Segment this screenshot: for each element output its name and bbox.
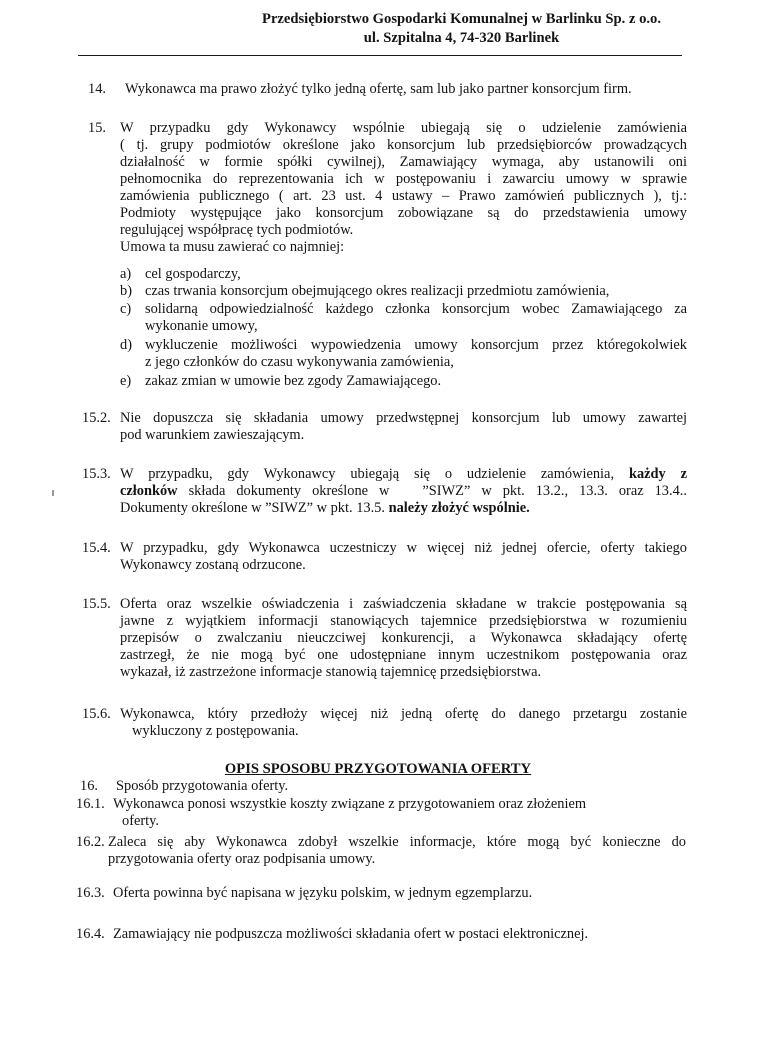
header-divider [78,55,682,56]
paragraph-line: regulującej współpracę tych podmiotów. [120,222,354,238]
item-number-16: 16. [80,778,98,794]
paragraph-line: Wykonawcy zostaną odrzucone. [120,557,306,573]
item-16-1-body [113,796,586,830]
item-15-body [120,120,687,256]
paragraph-line: przepisów o zwalczaniu nieuczciwej konkurencji, a Wykonawca składający ofertę [120,630,687,646]
item-number-16-1: 16.1. [76,796,105,812]
list-item-e: zakaz zmian w umowie bez zgody Zamawiającego. [145,373,442,389]
paragraph-line: pełnomocnika do reprezentowania ich w postępowaniu i zawarciu umowy w sprawie [120,171,687,187]
list-item-d [145,337,687,371]
paragraph-line: zastrzegł, że nie mogą być one udostępniane innym uczestnikom postępowania oraz [120,647,687,663]
item-number-15: 15. [88,120,106,136]
paragraph-line: Umowa ta musu zawierać co najmniej: [120,239,345,255]
list-item-line: solidarną odpowiedzialność każdego członka konsorcjum wobec Zamawiającego za [145,301,687,317]
item-number-15-3: 15.3. [82,466,111,482]
item-number-15-6: 15.6. [82,706,111,722]
list-label-e: e) [120,373,132,389]
item-15-2-body [120,410,687,444]
item-15-3-body [120,466,687,517]
list-item-line: wykluczenie możliwości wypowiedzenia umowy konsorcjum przez któregokolwiek [145,337,687,353]
item-15-4-body [120,540,687,574]
paragraph-line: Podmioty występujące jako konsorcjum zobowiązane są do przedstawienia umowy [120,205,687,221]
text-run: składa dokumenty określone w ”SIWZ” w pkt. 13.2., 13.3. oraz 13.4.. [188,483,687,499]
bold-text-run: członków [120,483,178,499]
item-number-15-4: 15.4. [82,540,111,556]
item-14-text: Wykonawca ma prawo złożyć tylko jedną ofertę, sam lub jako partner konsorcjum firm. [125,81,632,97]
paragraph-line: W przypadku, gdy Wykonawca uczestniczy w więcej niż jednej ofercie, oferty takiego [120,540,687,556]
scan-mark [52,490,54,496]
list-item-a: cel gospodarczy, [145,266,241,282]
item-16-4-text: Zamawiający nie podpuszcza możliwości składania ofert w postaci elektronicznej. [113,926,589,942]
item-16-text: Sposób przygotowania oferty. [116,778,289,794]
item-number-14: 14. [88,81,106,97]
paragraph-line [120,500,687,517]
list-label-d: d) [120,337,132,353]
paragraph-line: oferty. [122,813,160,829]
paragraph-line: W przypadku gdy Wykonawcy wspólnie ubiegają się o udzielenie zamówienia [120,120,687,136]
item-number-16-3: 16.3. [76,885,105,901]
paragraph-line: Zaleca się aby Wykonawca zdobył wszelkie informacje, które mogą być konieczne do [108,834,686,850]
paragraph-line [120,483,687,500]
item-number-15-2: 15.2. [82,410,111,426]
bold-text-run: należy złożyć wspólnie [388,500,527,516]
text-run: W przypadku, gdy Wykonawcy ubiegają się o udzielenie zamówienia, [120,466,615,482]
paragraph-line: Wykonawca, który przedłoży więcej niż jedną ofertę do danego przetargu zostanie [120,706,687,722]
paragraph-line: ( tj. grupy podmiotów określone jako konsorcjum lub przedsiębiorców prowadzących [120,137,687,153]
paragraph-line: Wykonawca ponosi wszystkie koszty związane z przygotowaniem oraz złożeniem [113,796,587,812]
item-16-3-text: Oferta powinna być napisana w języku polskim, w jednym egzemplarzu. [113,885,533,901]
text-run: Dokumenty określone w ”SIWZ” w pkt. 13.5. [120,500,385,516]
item-15-6-body [120,706,687,740]
paragraph-line: działalność w formie spółki cywilnej), Zamawiający wymaga, aby ustanowili oni [120,154,687,170]
paragraph-line: zamówienia publicznego ( art. 23 ust. 4 ustawy – Prawo zamówień publicznych ), tj.: [120,188,687,204]
item-number-16-2: 16.2. [76,834,105,850]
paragraph-line: przygotowania oferty oraz podpisania umowy. [108,851,376,867]
list-item-c [145,301,687,335]
document-header [0,10,773,48]
paragraph-line: jawne z wyjątkiem informacji stanowiących tajemnice przedsiębiorstwa w rozumieniu [120,613,687,629]
list-item-line: z jego członków do czasu wykonywania zamówienia, [145,354,454,370]
list-label-b: b) [120,283,132,299]
list-label-c: c) [120,301,132,317]
text-run: . [526,500,530,516]
paragraph-line [120,466,687,483]
bold-text-run: każdy z [628,466,687,482]
paragraph-line: Nie dopuszcza się składania umowy przedwstępnej konsorcjum lub umowy zawartej [120,410,687,426]
company-address: ul. Szpitalna 4, 74-320 Barlinek [363,30,560,46]
section-title: OPIS SPOSOBU PRZYGOTOWANIA OFERTY [224,761,532,777]
item-15-5-body [120,596,687,681]
paragraph-line: pod warunkiem zawieszającym. [120,427,305,443]
list-label-a: a) [120,266,132,282]
paragraph-line: Oferta oraz wszelkie oświadczenia i zaświadczenia składane w trakcie postępowania są [120,596,687,612]
item-number-16-4: 16.4. [76,926,105,942]
paragraph-line: wykazał, iż zastrzeżone informacje stanowią tajemnicę przedsiębiorstwa. [120,664,542,680]
item-number-15-5: 15.5. [82,596,111,612]
list-item-line: wykonanie umowy, [145,318,258,334]
paragraph-line: wykluczony z postępowania. [132,723,299,739]
company-name: Przedsiębiorstwo Gospodarki Komunalnej w Barlinku Sp. z o.o. [262,11,661,27]
list-item-b: czas trwania konsorcjum obejmującego okres realizacji przedmiotu zamówienia, [145,283,610,299]
item-16-2-body [108,834,686,868]
